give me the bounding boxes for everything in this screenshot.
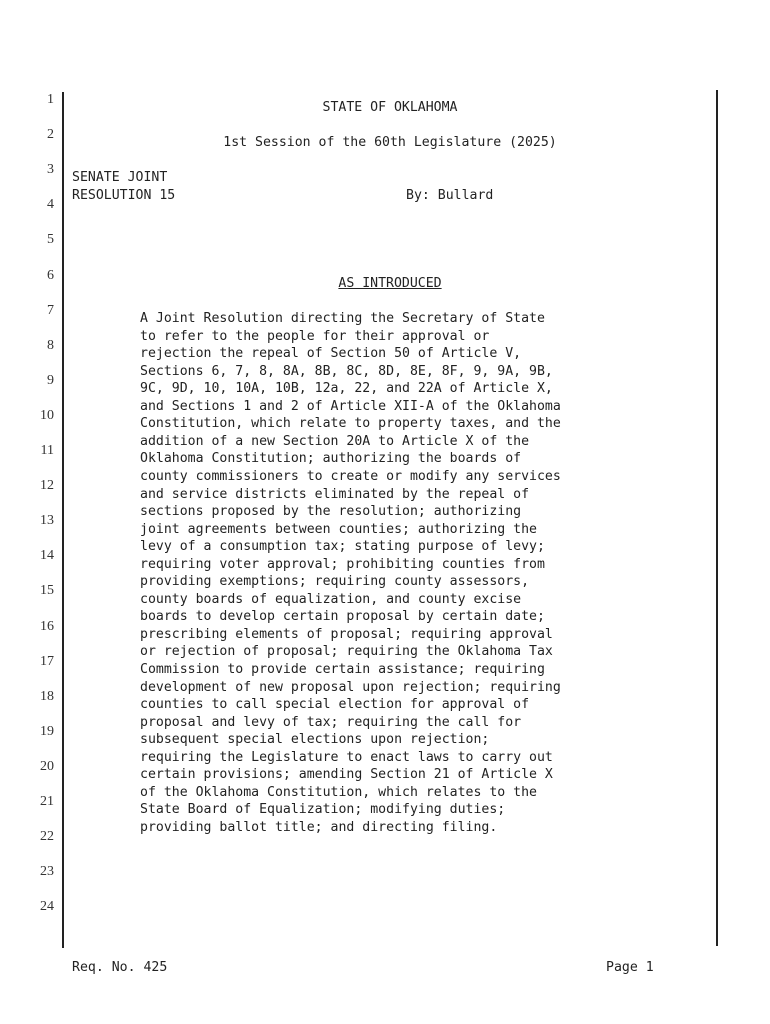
- body-line: sections proposed by the resolution; authorizing: [140, 504, 522, 520]
- body-line: certain provisions; amending Section 21 of Article X: [140, 767, 553, 783]
- line-number: 5: [47, 232, 54, 248]
- body-line: prescribing elements of proposal; requiring approval: [140, 626, 553, 642]
- body-line: to refer to the people for their approval or: [140, 328, 490, 344]
- body-line: proposal and levy of tax; requiring the call for: [140, 714, 522, 730]
- body-line: counties to call special election for approval of: [140, 697, 530, 713]
- body-line: county commissioners to create or modify any services: [140, 468, 561, 484]
- line-number: 6: [47, 267, 54, 283]
- measure-type: SENATE JOINT: [72, 170, 168, 185]
- body-line: boards to develop certain proposal by certain date;: [140, 609, 545, 625]
- body-line: providing ballot title; and directing filing.: [140, 819, 498, 835]
- line-number: 2: [47, 127, 54, 143]
- line-number: 24: [40, 899, 54, 915]
- body-line: State Board of Equalization; modifying duties;: [140, 802, 506, 818]
- measure-number: RESOLUTION 15: [72, 188, 176, 203]
- line-number: 4: [47, 197, 54, 213]
- line-number: 15: [40, 583, 54, 599]
- body-line: levy of a consumption tax; stating purpose of levy;: [140, 539, 545, 555]
- line-number: 9: [47, 372, 54, 388]
- line-number: 19: [40, 723, 54, 739]
- line-number: 18: [40, 688, 54, 704]
- body-line: development of new proposal upon rejection; requiring: [140, 679, 561, 695]
- body-line: providing exemptions; requiring county assessors,: [140, 574, 530, 590]
- line-number: 12: [40, 478, 54, 494]
- body-line: addition of a new Section 20A to Article X of the: [140, 433, 530, 449]
- line-number: 16: [40, 618, 54, 634]
- line-number: 3: [47, 162, 54, 178]
- status-heading: [64, 275, 716, 293]
- body-line: Constitution, which relate to property taxes, and the: [140, 416, 561, 432]
- body-line: requiring voter approval; prohibiting counties from: [140, 556, 545, 572]
- body-line: county boards of equalization, and county excise: [140, 591, 522, 607]
- line-number: 8: [47, 337, 54, 353]
- body-line: or rejection of proposal; requiring the Oklahoma Tax: [140, 644, 553, 660]
- right-margin-rule: [716, 90, 718, 946]
- line-number: 10: [40, 407, 54, 423]
- line-number: 14: [40, 548, 54, 564]
- body-line: requiring the Legislature to enact laws to carry out: [140, 749, 553, 765]
- body-line: Oklahoma Constitution; authorizing the boards of: [140, 451, 522, 467]
- body-line: rejection the repeal of Section 50 of Article V,: [140, 346, 522, 362]
- session-heading: 1st Session of the 60th Legislature (2025): [223, 135, 557, 150]
- line-number: 22: [40, 829, 54, 845]
- body-line: and Sections 1 and 2 of Article XII-A of the Oklahoma: [140, 398, 561, 414]
- state-heading: STATE OF OKLAHOMA: [322, 100, 458, 115]
- line-number: 1: [47, 92, 54, 107]
- author-line: By: Bullard: [406, 188, 494, 203]
- line-number: 20: [40, 758, 54, 774]
- request-number: Req. No. 425: [72, 960, 168, 975]
- body-line: of the Oklahoma Constitution, which relates to the: [140, 784, 537, 800]
- body-line: 9C, 9D, 10, 10A, 10B, 12a, 22, and 22A of Article X,: [140, 381, 553, 397]
- line-number: 7: [47, 302, 54, 318]
- line-number: 13: [40, 513, 54, 529]
- page-number: Page 1: [606, 960, 654, 975]
- line-number: 11: [40, 443, 54, 458]
- body-line: subsequent special elections upon rejection;: [140, 732, 490, 748]
- line-number: 23: [40, 864, 54, 880]
- left-margin-rule: [62, 92, 64, 948]
- status-text: AS INTRODUCED: [338, 276, 442, 291]
- body-line: Sections 6, 7, 8, 8A, 8B, 8C, 8D, 8E, 8F, 9, 9A, 9B,: [140, 363, 553, 379]
- body-line: joint agreements between counties; authorizing the: [140, 521, 537, 537]
- body-line: Commission to provide certain assistance; requiring: [140, 662, 545, 677]
- body-line: and service districts eliminated by the repeal of: [140, 486, 530, 502]
- line-number: 21: [40, 794, 54, 809]
- line-number: 17: [40, 653, 54, 669]
- body-line: A Joint Resolution directing the Secretary of State: [140, 311, 545, 326]
